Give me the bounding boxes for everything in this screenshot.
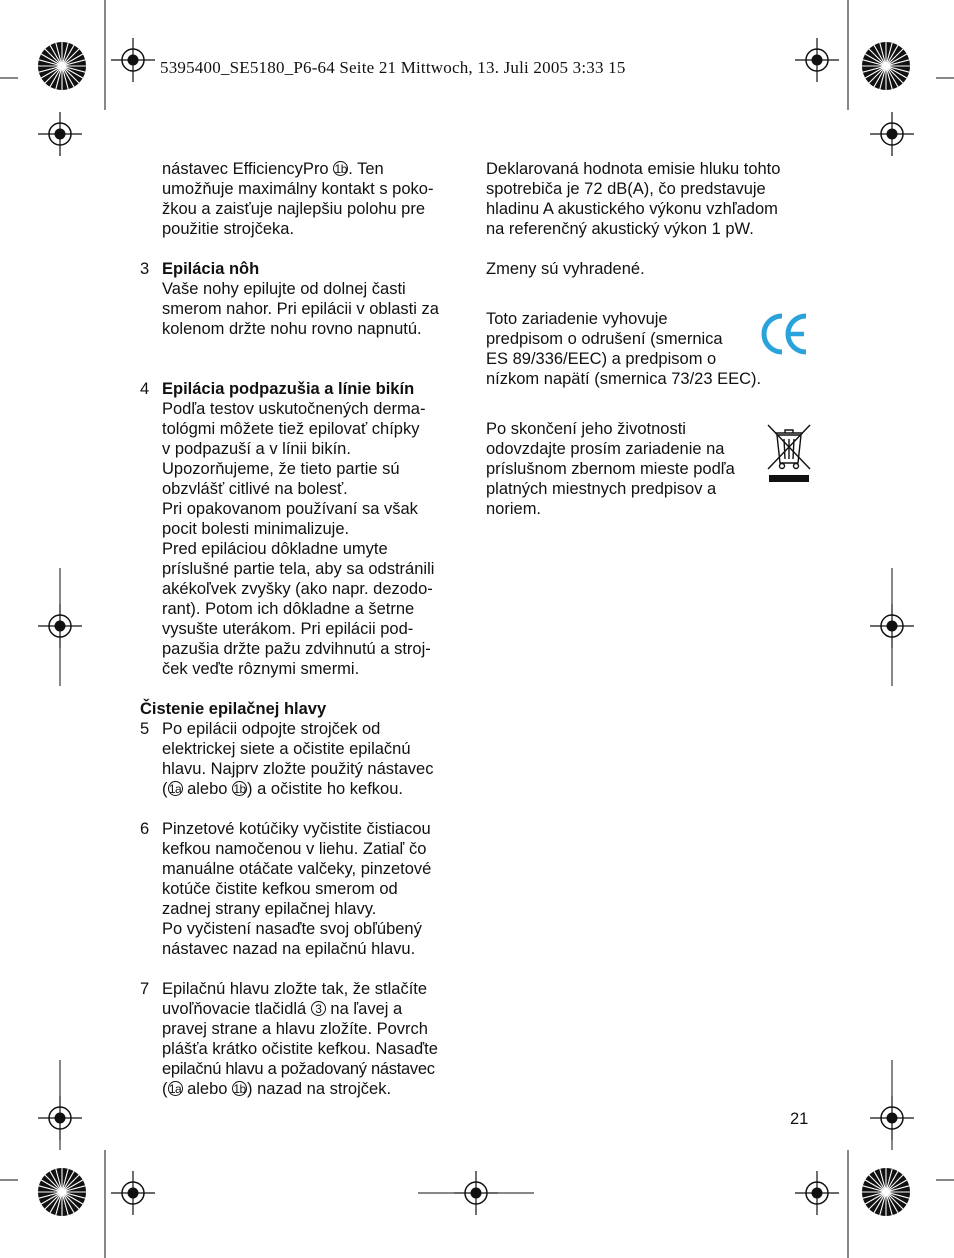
attachment-marker: 1b — [334, 162, 347, 176]
disposal-line: odovzdajte prosím zariadenie na — [486, 440, 725, 458]
intro-line: nástavec EfficiencyPro — [162, 160, 329, 178]
step-line: smerom nahor. Pri epilácii v oblasti za — [162, 300, 439, 318]
step-6 — [140, 819, 470, 959]
registration-mark-icon — [111, 38, 155, 82]
step-line: nástavec nazad na epilačnú hlavu. — [162, 940, 416, 958]
step-text: alebo — [182, 780, 233, 798]
attachment-marker: 1b — [233, 1082, 246, 1096]
step-5 — [140, 719, 470, 799]
step-line: obzvlášť citlivé na bolesť. — [162, 480, 348, 498]
step-number: 3 — [140, 260, 150, 278]
attachment-marker: 1b — [233, 782, 246, 796]
step-line: vysušte uterákom. Pri epilácii pod- — [162, 620, 414, 638]
noise-paragraph — [486, 159, 816, 239]
step-line: Epilačnú hlavu zložte tak, že stlačíte — [162, 980, 428, 998]
noise-line: Deklarovaná hodnota emisie hluku tohto — [486, 160, 781, 178]
section-heading: Čistenie epilačnej hlavy — [140, 700, 327, 718]
step-title: Epilácia nôh — [162, 260, 260, 278]
step-line: epilačnú hlavu a požadovaný nástavec — [162, 1060, 435, 1078]
button-marker: 3 — [311, 1001, 326, 1016]
noise-line: spotrebiča je 72 dB(A), čo predstavuje — [486, 180, 766, 198]
starburst-mark-icon — [38, 42, 86, 90]
step-line: príslušné partie tela, aby sa odstránili — [162, 560, 435, 578]
disposal-line: príslušnom zbernom mieste podľa — [486, 460, 735, 478]
noise-line: na referenčný akustický výkon 1 pW. — [486, 220, 754, 238]
step-line: Pri opakovanom používaní sa však — [162, 500, 418, 518]
step-text: uvoľňovacie tlačidlá — [162, 1000, 307, 1018]
intro-paragraph — [140, 159, 470, 239]
step-line: pazušia držte pažu zdvihnutú a stroj- — [162, 640, 431, 658]
step-line: kolenom držte nohu rovno napnutú. — [162, 320, 422, 338]
step-line: rant). Potom ich dôkladne a šetrne — [162, 600, 415, 618]
step-line: Po vyčistení nasaďte svoj obľúbený — [162, 920, 422, 938]
step-line: Pred epiláciou dôkladne umyte — [162, 540, 388, 558]
step-text: ) nazad na strojček. — [247, 1080, 392, 1098]
step-line: pravej strane a hlavu zložíte. Povrch — [162, 1020, 428, 1038]
disposal-line: noriem. — [486, 500, 542, 518]
step-line: manuálne otáčate valčeky, pinzetové — [162, 860, 432, 878]
step-number: 7 — [140, 980, 150, 998]
starburst-mark-icon — [862, 42, 910, 90]
registration-mark-icon — [870, 112, 914, 156]
step-line: Podľa testov uskutočnených derma- — [162, 400, 426, 418]
left-column — [140, 159, 470, 1119]
step-text: alebo — [182, 1080, 233, 1098]
step-line: akékoľvek zvyšky (ako napr. dezodo- — [162, 580, 433, 598]
starburst-mark-icon — [862, 1168, 910, 1216]
step-title: Epilácia podpazušia a línie bikín — [162, 380, 415, 398]
intro-line-tail: . Ten — [348, 160, 384, 178]
starburst-mark-icon — [38, 1168, 86, 1216]
step-line: pocit bolesti minimalizuje. — [162, 520, 350, 538]
attachment-marker: 1a — [168, 1082, 182, 1096]
step-text: ( — [162, 780, 168, 798]
ce-mark-icon — [760, 312, 810, 356]
disposal-line: Po skončení jeho životnosti — [486, 420, 686, 438]
intro-line: použitie strojčeka. — [162, 220, 295, 238]
step-text: ) a očistite ho kefkou. — [247, 780, 403, 798]
intro-line: umožňuje maximálny kontakt s poko- — [162, 180, 434, 198]
page-number: 21 — [790, 1110, 809, 1128]
step-number: 5 — [140, 720, 150, 738]
intro-line: žkou a zaisťuje najlepšiu polohu pre — [162, 200, 426, 218]
step-line: zadnej strany epilačnej hlavy. — [162, 900, 377, 918]
registration-mark-icon — [38, 112, 82, 156]
step-line: plášťa krátko očistite kefkou. Nasaďte — [162, 1040, 438, 1058]
registration-mark-icon — [111, 1171, 155, 1215]
step-3 — [140, 259, 470, 339]
attachment-marker: 1a — [168, 782, 182, 796]
step-text: na ľavej a — [325, 1000, 403, 1018]
step-number: 4 — [140, 380, 150, 398]
ce-line: nízkom napätí (smernica 73/23 EEC). — [486, 370, 762, 388]
step-text: ( — [162, 1080, 168, 1098]
step-line: Vaše nohy epilujte od dolnej časti — [162, 280, 406, 298]
step-line: Upozorňujeme, že tieto partie sú — [162, 460, 400, 478]
step-line: v podpazuší a v línii bikín. — [162, 440, 351, 458]
noise-line: hladinu A akustického výkonu vzhľadom — [486, 200, 778, 218]
ce-line: predpisom o odrušení (smernica — [486, 330, 723, 348]
step-number: 6 — [140, 820, 150, 838]
registration-mark-icon — [795, 38, 839, 82]
step-line: Pinzetové kotúčiky vyčistite čistiacou — [162, 820, 431, 838]
print-slug-line: 5395400_SE5180_P6-64 Seite 21 Mittwoch, 13. Juli 2005 3:33 15 — [160, 58, 626, 77]
registration-mark-icon — [795, 1171, 839, 1215]
changes-paragraph — [486, 259, 816, 279]
changes-text: Zmeny sú vyhradené. — [486, 260, 645, 278]
step-7 — [140, 979, 470, 1099]
step-line: kotúče čistite kefkou smerom od — [162, 880, 398, 898]
step-line: Po epilácii odpojte strojček od — [162, 720, 381, 738]
step-line: tológmi môžete tiež epilovať chípky — [162, 420, 420, 438]
step-line: hlavu. Najprv zložte použitý nástavec — [162, 760, 434, 778]
ce-line: ES 89/336/EEC) a predpisom o — [486, 350, 717, 368]
step-4 — [140, 379, 470, 679]
disposal-line: platných miestnych predpisov a — [486, 480, 717, 498]
crossed-bin-icon — [766, 423, 812, 485]
step-line: ček veďte rôznymi smermi. — [162, 660, 360, 678]
step-line: elektrickej siete a očistite epilačnú — [162, 740, 411, 758]
ce-line: Toto zariadenie vyhovuje — [486, 310, 668, 328]
step-line: kefkou namočenou v liehu. Zatiaľ čo — [162, 840, 427, 858]
